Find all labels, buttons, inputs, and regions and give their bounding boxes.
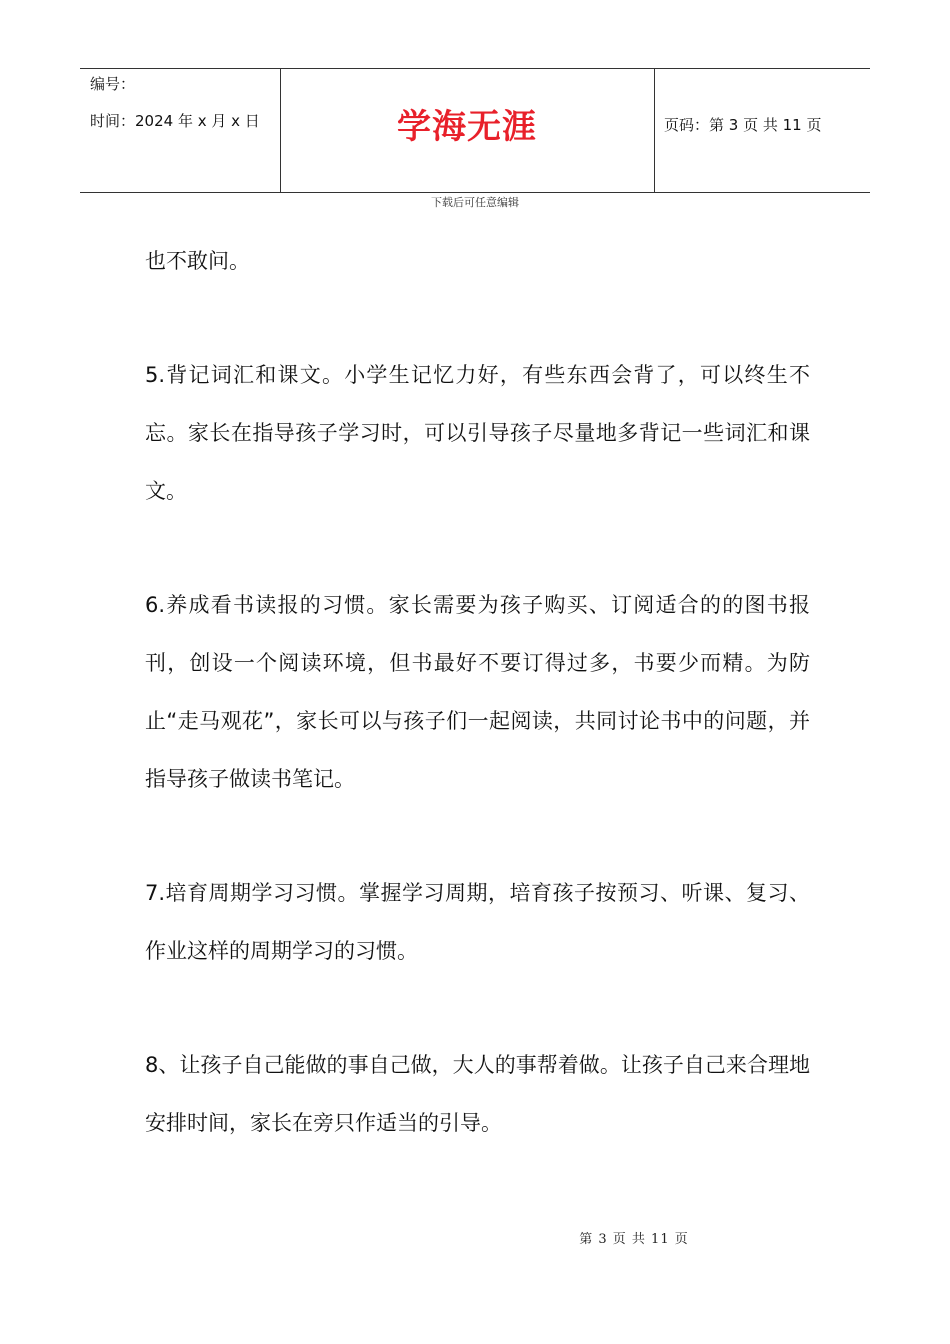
paragraph-gap	[145, 980, 810, 1036]
document-header	[80, 68, 870, 193]
paragraph-continuation: 也不敢问。	[145, 249, 250, 273]
footer-page-number: 第 3 页 共 11 页	[579, 1232, 689, 1247]
paragraph-item-8: 8、让孩子自己能做的事自己做，大人的事帮着做。让孩子自己来合理地安排时间，家长在旁只作适当的引导。	[145, 1053, 810, 1135]
paragraph-gap	[145, 520, 810, 576]
paragraph-item-5: 5.背记词汇和课文。小学生记忆力好，有些东西会背了，可以终生不忘。家长在指导孩子学习时，可以引导孩子尽量地多背记一些词汇和课文。	[145, 363, 810, 503]
document-title: 学海无涯	[397, 107, 537, 147]
header-divider-right	[654, 69, 655, 192]
page-footer	[0, 1228, 950, 1247]
document-body	[145, 232, 810, 1152]
page-indicator: 页码：第 3 页 共 11 页	[664, 116, 822, 134]
paragraph-gap	[145, 290, 810, 346]
document-date-label: 时间：2024 年 x 月 x 日	[90, 112, 260, 130]
edit-note: 下载后可任意编辑	[431, 196, 519, 209]
document-number-label: 编号：	[90, 75, 136, 93]
paragraph-gap	[145, 808, 810, 864]
paragraph-item-7: 7.培育周期学习习惯。掌握学习周期，培育孩子按预习、听课、复习、作业这样的周期学习的习惯。	[145, 881, 810, 963]
paragraph-item-6: 6.养成看书读报的习惯。家长需要为孩子购买、订阅适合的的图书报刊，创设一个阅读环境，但书最好不要订得过多，书要少而精。为防止“走马观花”，家长可以与孩子们一起阅读，共同讨论书中的问题，并指导孩子做读书笔记。	[145, 593, 810, 791]
